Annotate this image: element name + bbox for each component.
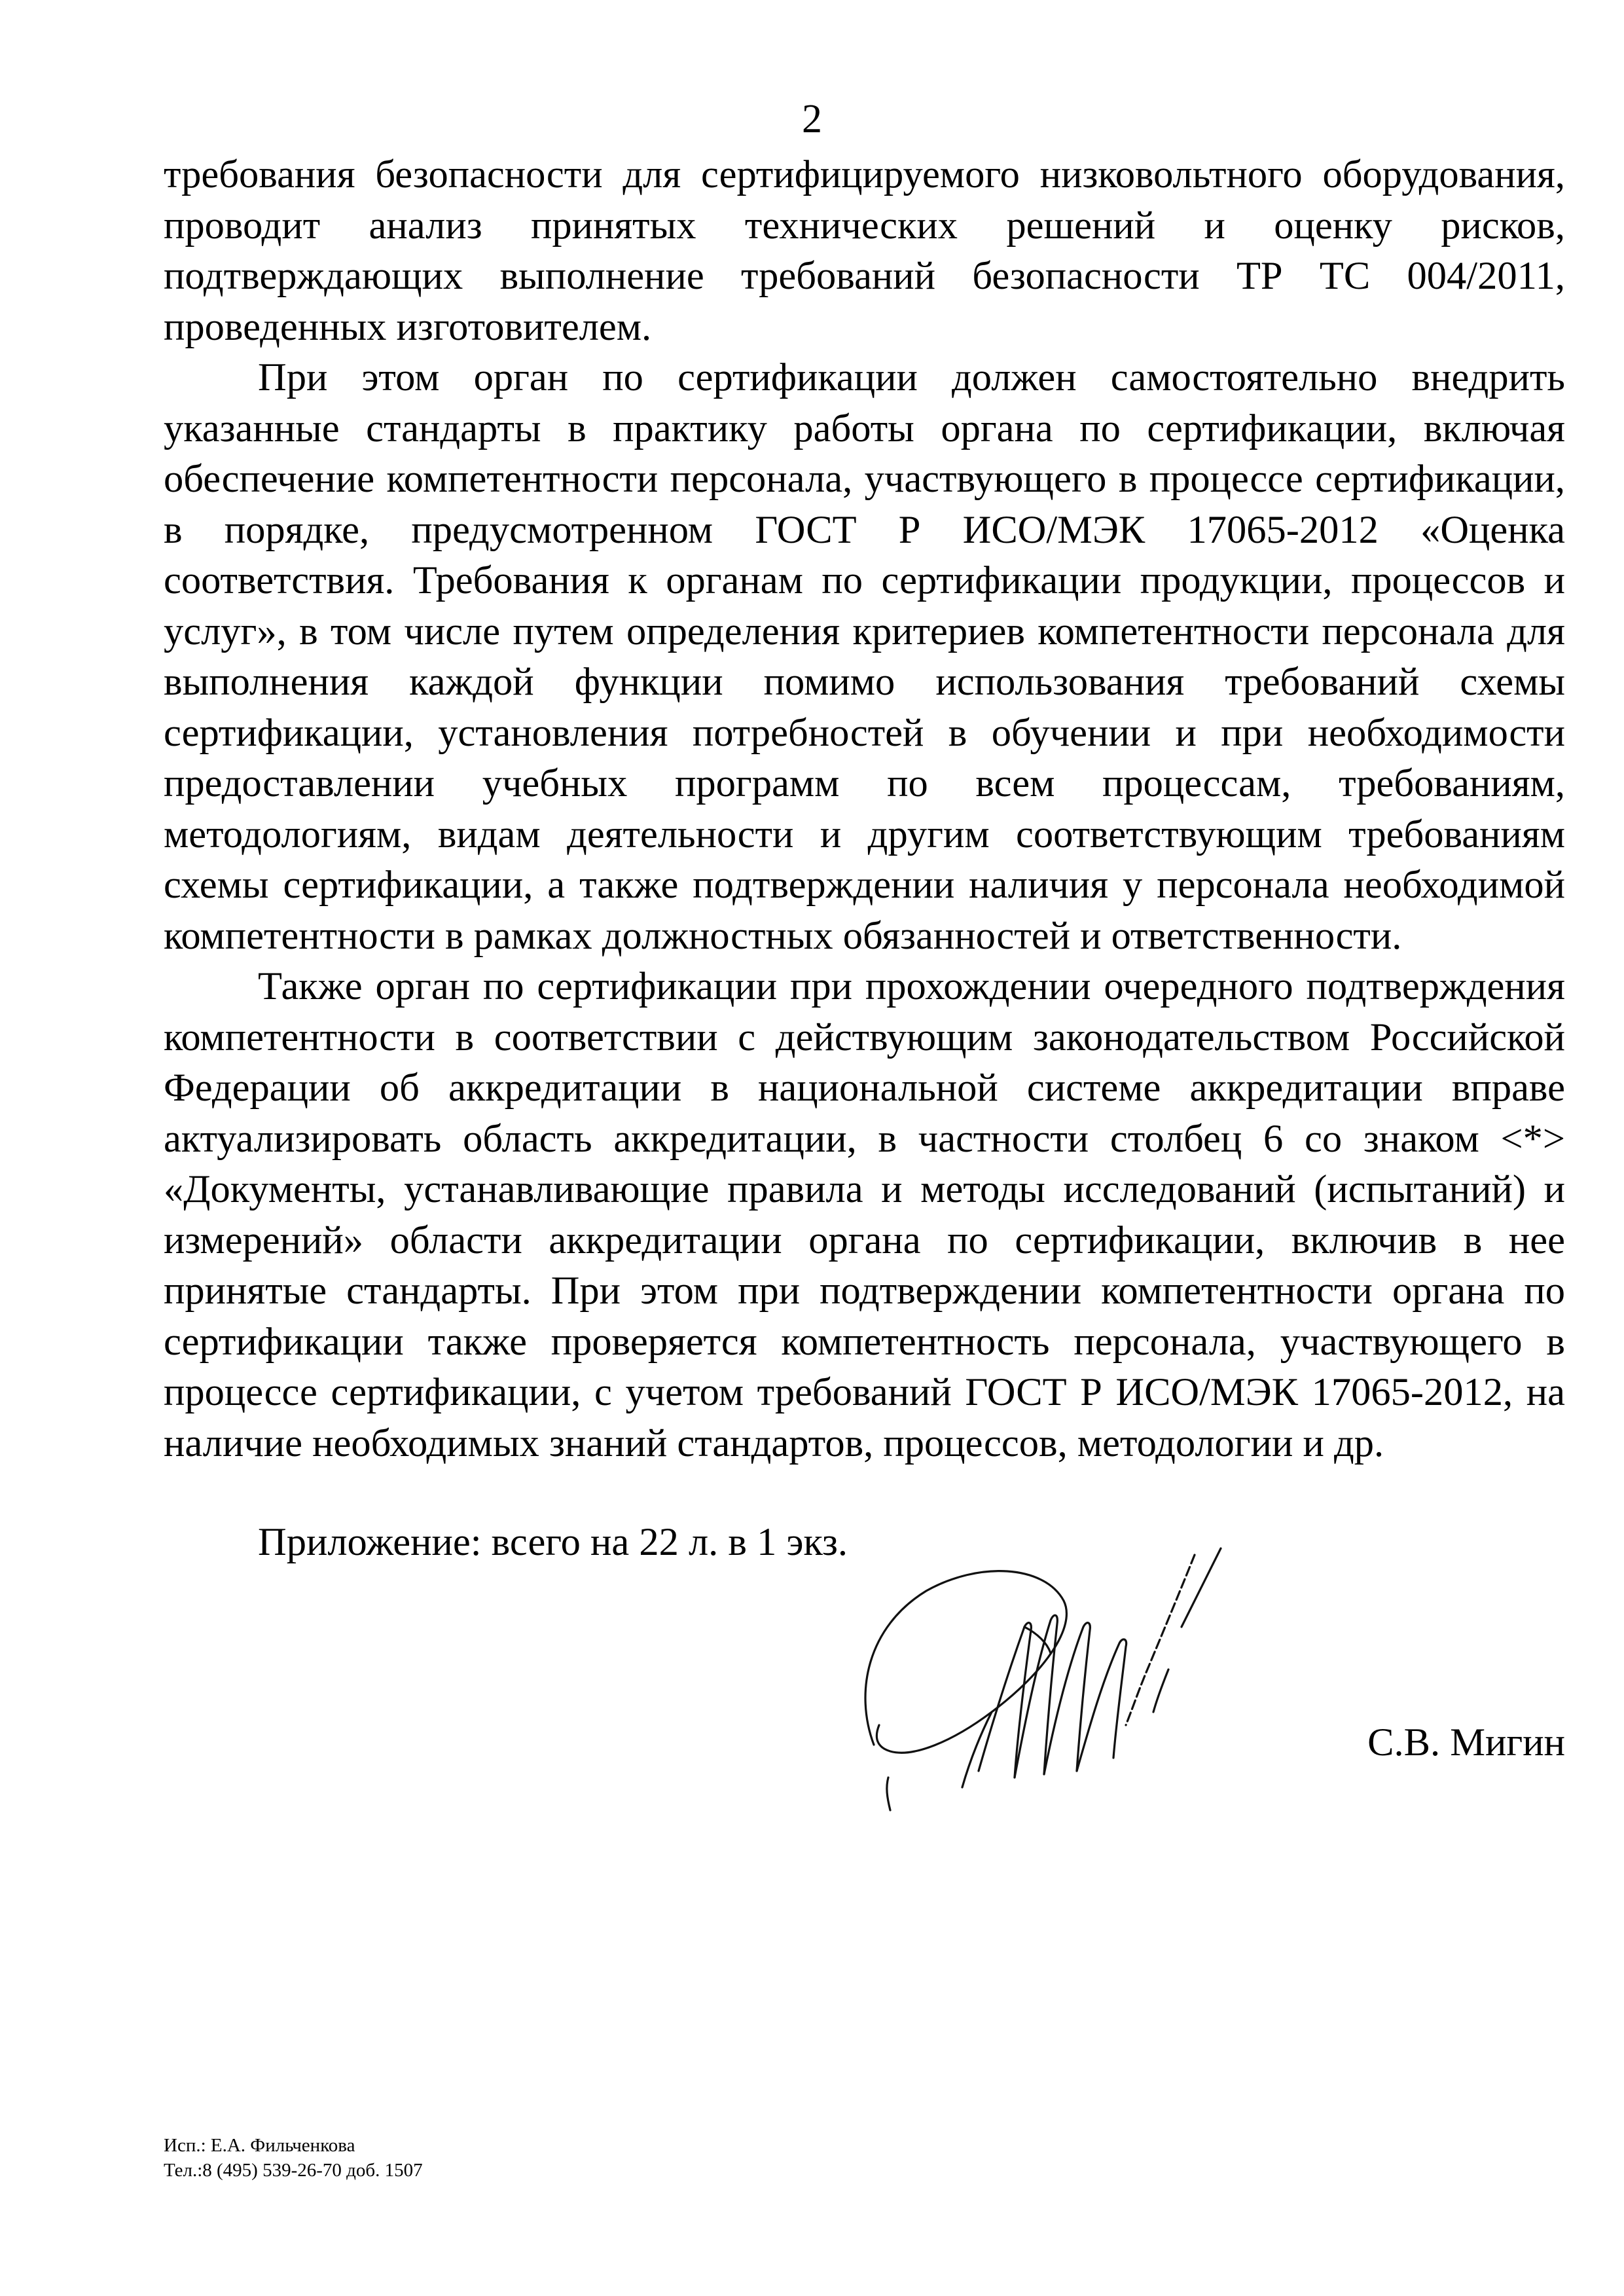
signer-name: С.В. Мигин: [1367, 1721, 1565, 1764]
page-number: 2: [802, 97, 822, 141]
paragraph-implementation: При этом орган по сертификации должен самостоятельно внедрить указанные стандарты в практику работы органа по сертификации, включая обеспечение компетентности персонала, участвующего в процессе сертификации, в порядке, предусмотренном ГОСТ Р ИСО/МЭК 17065-2012 «Оценка соответствия. Требования к органам по сертификации продукции, процессов и услуг», в том числе путем определения критериев компетентности персонала для выполнения каждой функции помимо использования требований схемы сертификации, установления потребностей в обучении и при необходимости предоставлении учебных программ по всем процессам, требованиям, методологиям, видам деятельности и другим соответствующим требованиям схемы сертификации, а также подтверждении наличия у персонала необходимой компетентности в рамках должностных обязанностей и ответственности.: [164, 355, 1565, 958]
footer-executor-info: [164, 2133, 423, 2183]
letter-body: [164, 149, 1565, 1468]
attachment-note: Приложение: всего на 22 л. в 1 экз.: [258, 1520, 848, 1564]
paragraph-accreditation: Также орган по сертификации при прохождении очередного подтверждения компетентности в соответствии с действующим законодательством Российской Федерации об аккредитации в национальной системе аккредитации вправе актуализировать область аккредитации, в частности столбец 6 со знаком <*> «Документы, устанавливающие правила и методы исследований (испытаний) и измерений» области аккредитации органа по сертификации, включив в нее принятые стандарты. При этом при подтверждении компетентности органа по сертификации также проверяется компетентность персонала, участвующего в процессе сертификации, с учетом требований ГОСТ Р ИСО/МЭК 17065-2012, на наличие необходимых знаний стандартов, процессов, методологии и др.: [164, 964, 1565, 1465]
executor-name: Исп.: Е.А. Фильченкова: [164, 2135, 355, 2156]
handwritten-signature: [828, 1529, 1247, 1830]
paragraph-continuation: требования безопасности для сертифицируемого низковольтного оборудования, проводит анализ принятых технических решений и оценку рисков, подтверждающих выполнение требований безопасности ТР ТС 004/2011, проведенных изготовителем.: [164, 153, 1565, 349]
executor-phone: Тел.:8 (495) 539-26-70 доб. 1507: [164, 2160, 423, 2181]
